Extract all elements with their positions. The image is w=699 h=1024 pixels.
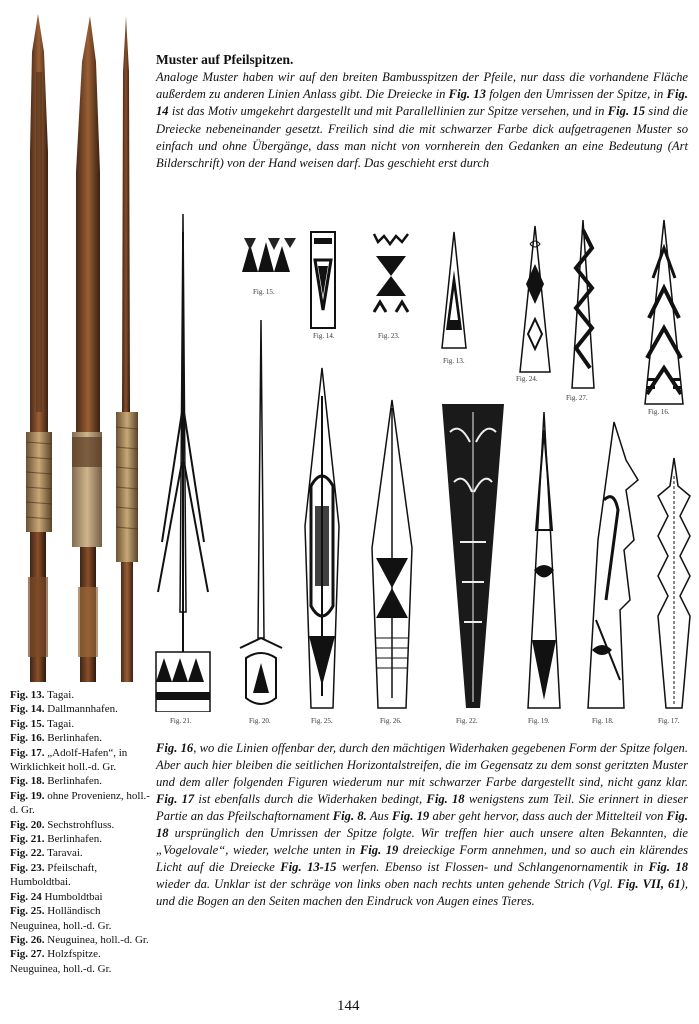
figure-14-drawing	[308, 230, 338, 330]
figure-16-label: Fig. 16.	[648, 408, 670, 416]
figure-17-label: Fig. 17.	[658, 717, 680, 725]
caption-text: Tagai.	[44, 689, 75, 701]
caption-figure-number: Fig. 27.	[10, 948, 45, 961]
caption-text: Holländisch Neuguinea, holl.-d. Gr.	[10, 905, 112, 932]
figure-21-drawing	[152, 212, 214, 712]
caption-figure-number: Fig. 25.	[10, 905, 45, 918]
caption-item	[10, 731, 152, 745]
body-figure-ref: Fig. 18	[426, 792, 465, 806]
figure-22-drawing	[440, 402, 506, 710]
figure-23-drawing	[370, 232, 412, 322]
body-figure-ref: Fig. 13-15	[280, 860, 337, 874]
caption-figure-number: Fig. 23.	[10, 861, 45, 874]
figure-15-drawing	[238, 232, 300, 276]
arrow-3	[116, 16, 138, 682]
caption-text: „Adolf-Hafen“, in Wirklichkeit holl.-d. Gr.	[10, 746, 128, 774]
caption-text: Taravai.	[44, 847, 83, 860]
arrow-2	[72, 16, 102, 682]
body-figure-ref: Fig. 19	[359, 843, 399, 857]
body-figure-ref: Fig. 18	[648, 860, 689, 874]
caption-figure-number: Fig. 16.	[10, 732, 45, 745]
intro-figure-ref: Fig. 15	[607, 104, 645, 119]
body-figure-ref: Fig. 16	[156, 741, 194, 755]
figure-19-label: Fig. 19.	[528, 717, 550, 725]
figure-captions	[10, 688, 152, 976]
caption-item	[10, 846, 152, 860]
caption-text: Berlinhafen.	[44, 833, 102, 846]
body-text: , wo die Linien offenbar der, durch den mächtigen Widerhaken gegebenen Form der Spitze folgen. Aber auch hier bleiben die seitlichen Horizontalstreifen, die im Gegensatz zu dem sonst geritzten Muster und dem aller folgenden Figuren wiederum nur mit schwarzer Farbe dargestellt sind, nicht ganz klar.	[156, 741, 688, 789]
body-text: Aus	[366, 809, 392, 823]
body-text: wenigstens zum Teil. Sie erinnert in dieser Partie an das Pfeilschaftornament	[156, 792, 688, 823]
caption-text: Pfeilschaft, Humboldtbai.	[10, 861, 98, 889]
caption-text: Sechstrohfluss.	[44, 818, 115, 831]
caption-text: Humboldtbai	[41, 890, 103, 903]
figure-27-label: Fig. 27.	[566, 394, 588, 402]
page-number: 144	[337, 998, 360, 1014]
caption-item	[10, 818, 152, 832]
caption-figure-number: Fig. 26.	[10, 933, 45, 946]
caption-item	[10, 688, 152, 702]
caption-figure-number: Fig. 21.	[10, 833, 45, 846]
figure-15-label: Fig. 15.	[253, 288, 275, 296]
figure-25-label: Fig. 25.	[311, 717, 333, 725]
figure-20-drawing	[236, 318, 286, 710]
section-heading: Muster auf Pfeilspitzen.	[156, 52, 294, 67]
caption-text: Holzfspitze. Neuguinea, holl.-d. Gr.	[10, 948, 112, 975]
figure-27-drawing	[570, 218, 596, 390]
figure-14-label: Fig. 14.	[313, 332, 335, 340]
intro-figure-ref: Fig. 13	[448, 87, 486, 102]
caption-item	[10, 904, 152, 933]
caption-item	[10, 890, 152, 904]
caption-text: Tagai.	[44, 717, 75, 730]
body-text: ist ebenfalls durch die Widerhaken bedingt,	[194, 792, 427, 806]
intro-text: ist das Motiv umgekehrt dargestellt und mit Parallellinien zur Spitze versehen, und in	[168, 104, 608, 119]
figure-23-label: Fig. 23.	[378, 332, 400, 340]
figure-26-label: Fig. 26.	[380, 717, 402, 725]
caption-text: ohne Provenienz, holl.-d. Gr.	[10, 789, 150, 817]
caption-text: Neuguinea, holl.-d. Gr.	[44, 933, 149, 946]
intro-text: folgen den Umrissen der Spitze, in	[485, 87, 667, 102]
arrow-1	[26, 14, 52, 682]
body-figure-ref: Fig. VII, 61	[617, 877, 681, 891]
caption-item	[10, 746, 152, 775]
figure-13-label: Fig. 13.	[443, 357, 465, 365]
figures-plate	[148, 210, 696, 730]
caption-figure-number: Fig. 18.	[10, 775, 45, 788]
body-text: ursprünglich den Umrissen der Spitze folgte. Wir treffen hier auch unsere alten Bekannten, die „Vogelovale“, wieder, welche unten in	[156, 826, 688, 857]
body-text: wieder da. Unklar ist der schräge von links oben nach rechts unten gehende Strich (Vgl.	[156, 877, 618, 891]
body-text: ), und die Bogen an den Seiten machen den Eindruck von Augen eines Tieres.	[156, 877, 688, 908]
caption-item	[10, 861, 152, 890]
body-paragraph	[156, 740, 688, 910]
intro-text: sind die Dreiecke nebeneinander gesetzt. Freilich sind die mit schwarzer Farbe dick aufgetragenen Muster so einfach und ohne Übergänge, dass man nicht von vornherein den Gedanken an eine Bedeutung (Art Bilderschrift) von der Hand weisen darf. Das geschieht erst durch	[156, 104, 688, 171]
caption-figure-number: Fig. 20.	[10, 818, 45, 831]
caption-item	[10, 832, 152, 846]
body-text: werfen. Ebenso ist Flossen- und Schlangenornamentik in	[336, 860, 649, 874]
body-figure-ref: Fig. 18	[156, 809, 688, 840]
caption-item	[10, 933, 152, 947]
figure-20-label: Fig. 20.	[249, 717, 271, 725]
figure-24-drawing	[518, 224, 552, 374]
figure-17-drawing	[656, 456, 692, 710]
arrows-photograph	[8, 12, 148, 684]
body-text: dreieckige Form annehmen, und so auch ein klärendes Licht auf die Dreiecke	[156, 843, 688, 874]
intro-paragraph	[156, 69, 688, 172]
caption-item	[10, 789, 152, 818]
caption-figure-number: Fig. 14.	[10, 703, 45, 716]
caption-item	[10, 774, 152, 788]
figure-25-drawing	[303, 366, 341, 710]
caption-figure-number: Fig. 13.	[10, 689, 45, 701]
caption-text: Dallmannhafen.	[44, 703, 118, 716]
body-figure-ref: Fig. 8.	[332, 809, 367, 823]
caption-figure-number: Fig. 15.	[10, 717, 45, 730]
caption-text: Berlinhafen.	[44, 732, 102, 745]
caption-text: Berlinhafen.	[44, 775, 102, 788]
caption-item	[10, 702, 152, 716]
figure-16-drawing	[643, 218, 685, 406]
figure-26-drawing	[370, 398, 414, 710]
figure-13-drawing	[440, 230, 468, 350]
caption-figure-number: Fig. 19.	[10, 789, 45, 802]
body-figure-ref: Fig. 17	[156, 792, 195, 806]
caption-figure-number: Fig. 22.	[10, 847, 45, 860]
body-figure-ref: Fig. 19	[392, 809, 430, 823]
caption-item	[10, 947, 152, 976]
intro-text: Analoge Muster haben wir auf den breiten Bambusspitzen der Pfeile, nur dass die vorhandene Fläche außerdem zu anderen Linien Anlass gibt. Die Dreiecke in	[156, 70, 688, 102]
figure-22-label: Fig. 22.	[456, 717, 478, 725]
caption-item	[10, 717, 152, 731]
intro-figure-ref: Fig. 14	[156, 87, 688, 119]
caption-figure-number: Fig. 17.	[10, 746, 45, 759]
figure-18-drawing	[584, 420, 640, 710]
caption-figure-number: Fig. 24	[10, 890, 42, 903]
figure-21-label: Fig. 21.	[170, 717, 192, 725]
figure-24-label: Fig. 24.	[516, 375, 538, 383]
body-text: aber geht hervor, dass auch der Mittelteil von	[429, 809, 667, 823]
figure-18-label: Fig. 18.	[592, 717, 614, 725]
figure-19-drawing	[526, 410, 562, 710]
